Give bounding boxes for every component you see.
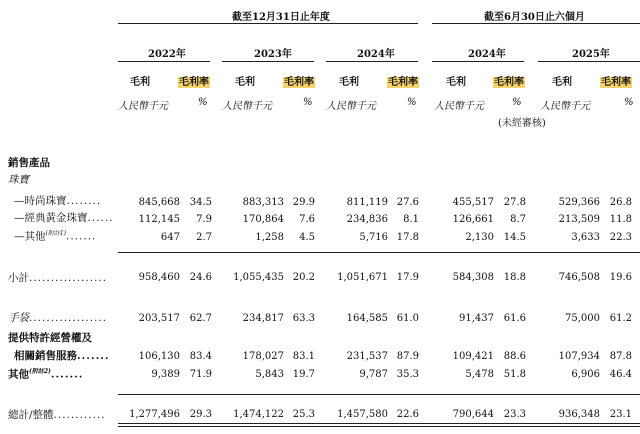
row-label-subtotal: 小計.................. bbox=[8, 272, 108, 284]
margin-highlight: 毛利率 bbox=[284, 77, 314, 88]
cell-fashion-amount-2: 811,119 bbox=[346, 197, 388, 208]
unit-amount-2024-h1: 人民幣千元 bbox=[434, 101, 484, 112]
group-header-annual: 截至12月31日止年度 bbox=[232, 12, 330, 23]
unit-pct-2023: % bbox=[303, 97, 313, 108]
row-label-franchise: 相關銷售服務....... bbox=[14, 350, 110, 362]
cell-others2-amount-2: 9,787 bbox=[359, 369, 388, 380]
col-gross-profit-2025-h1: 毛利 bbox=[552, 77, 572, 88]
cell-others1-margin-3: 14.5 bbox=[503, 232, 526, 243]
col-margin-2023 bbox=[283, 73, 315, 88]
year-rule-2025-h1 bbox=[538, 61, 640, 62]
cell-subtotal-amount-2: 1,051,671 bbox=[337, 272, 388, 283]
cell-total-amount-4: 936,348 bbox=[558, 409, 600, 420]
section-products: 銷售產品 bbox=[8, 157, 50, 169]
year-header-2025-h1: 2025年 bbox=[572, 49, 610, 60]
cell-others2-margin-0: 71.9 bbox=[189, 369, 212, 380]
cell-others1-amount-4: 3,633 bbox=[571, 232, 600, 243]
cell-franchise-amount-3: 109,421 bbox=[452, 351, 494, 362]
row-label-others1: —其他$^{(附註1)}$....... bbox=[14, 230, 97, 243]
cell-franchise-margin-3: 88.6 bbox=[503, 351, 526, 362]
group-rule-six-months bbox=[432, 23, 640, 24]
col-gross-profit-2024-h1: 毛利 bbox=[446, 77, 466, 88]
cell-subtotal-amount-4: 746,508 bbox=[558, 272, 600, 283]
group-header-six-months: 截至6月30日止六個月 bbox=[484, 12, 585, 23]
year-rule-2024-h1 bbox=[432, 61, 524, 62]
group-rule-annual bbox=[118, 23, 418, 24]
col-margin-2024 bbox=[387, 73, 419, 88]
cell-total-amount-1: 1,474,122 bbox=[233, 409, 284, 420]
unit-amount-2025-h1: 人民幣千元 bbox=[540, 101, 590, 112]
cell-classic-margin-2: 8.1 bbox=[403, 214, 419, 225]
unit-amount-2023: 人民幣千元 bbox=[222, 101, 272, 112]
cell-handbags-margin-4: 61.2 bbox=[609, 313, 632, 324]
margin-highlight: 毛利率 bbox=[494, 77, 524, 88]
margin-highlight: 毛利率 bbox=[388, 77, 418, 88]
row-label-others2: 其他$^{(附註2)}$....... bbox=[8, 368, 84, 381]
cell-handbags-amount-2: 164,585 bbox=[346, 313, 388, 324]
cell-total-margin-1: 25.3 bbox=[292, 409, 315, 420]
cell-franchise-amount-4: 107,934 bbox=[558, 351, 600, 362]
margin-highlight: 毛利率 bbox=[601, 77, 631, 88]
cell-subtotal-margin-4: 19.6 bbox=[609, 272, 632, 283]
cell-fashion-amount-4: 529,366 bbox=[558, 197, 600, 208]
total-rule-bottom-2 bbox=[118, 426, 640, 427]
cell-others1-amount-0: 647 bbox=[160, 232, 180, 243]
cell-others1-amount-1: 1,258 bbox=[255, 232, 284, 243]
section-jewelry: 珠寶 bbox=[8, 174, 29, 186]
cell-handbags-amount-1: 234,817 bbox=[242, 313, 284, 324]
cell-subtotal-amount-1: 1,055,435 bbox=[233, 272, 284, 283]
unit-pct-2025-h1: % bbox=[624, 97, 634, 108]
total-rule-top bbox=[118, 394, 640, 395]
cell-handbags-margin-3: 61.6 bbox=[503, 313, 526, 324]
cell-others2-amount-1: 5,843 bbox=[255, 369, 284, 380]
col-margin-2024-h1 bbox=[493, 73, 525, 88]
row-label-classic: —經典黃金珠寶...... bbox=[14, 212, 114, 224]
year-rule-2024 bbox=[326, 61, 418, 62]
year-rule-2023 bbox=[222, 61, 314, 62]
cell-classic-margin-1: 7.6 bbox=[299, 214, 315, 225]
row-label-total: 總計/整體............ bbox=[8, 409, 106, 421]
cell-handbags-amount-4: 75,000 bbox=[565, 313, 600, 324]
year-header-2024-h1: 2024年 bbox=[468, 49, 506, 60]
cell-others2-margin-3: 51.8 bbox=[503, 369, 526, 380]
cell-franchise-margin-0: 83.4 bbox=[189, 351, 212, 362]
cell-fashion-margin-4: 26.8 bbox=[609, 197, 632, 208]
cell-franchise-amount-1: 178,027 bbox=[242, 351, 284, 362]
cell-handbags-margin-2: 61.0 bbox=[396, 313, 419, 324]
year-header-2022: 2022年 bbox=[148, 49, 186, 60]
cell-subtotal-margin-1: 20.2 bbox=[292, 272, 315, 283]
cell-others1-margin-0: 2.7 bbox=[196, 232, 212, 243]
cell-others1-margin-4: 22.3 bbox=[609, 232, 632, 243]
year-rule-2022 bbox=[118, 61, 210, 62]
col-gross-profit-2022: 毛利 bbox=[130, 77, 150, 88]
cell-total-margin-4: 23.1 bbox=[609, 409, 632, 420]
cell-total-amount-3: 790,644 bbox=[452, 409, 494, 420]
cell-handbags-margin-1: 63.3 bbox=[292, 313, 315, 324]
cell-franchise-amount-0: 106,130 bbox=[138, 351, 180, 362]
cell-subtotal-margin-0: 24.6 bbox=[189, 272, 212, 283]
unit-pct-2024: % bbox=[407, 97, 417, 108]
cell-subtotal-margin-2: 17.9 bbox=[396, 272, 419, 283]
row-label-handbags: 手袋.................. bbox=[8, 312, 108, 324]
cell-others2-margin-1: 19.7 bbox=[292, 369, 315, 380]
total-rule-bottom-1 bbox=[118, 423, 640, 424]
row-label-fashion: —時尚珠寶........ bbox=[14, 195, 102, 207]
cell-total-amount-2: 1,457,580 bbox=[337, 409, 388, 420]
cell-franchise-margin-1: 83.1 bbox=[292, 351, 315, 362]
col-gross-profit-2023: 毛利 bbox=[235, 77, 255, 88]
unaudited-note: (未經審核) bbox=[498, 118, 546, 129]
year-header-2023: 2023年 bbox=[254, 49, 292, 60]
cell-others1-margin-2: 17.8 bbox=[396, 232, 419, 243]
unit-pct-2024-h1: % bbox=[512, 97, 522, 108]
cell-others2-amount-0: 9,389 bbox=[151, 369, 180, 380]
cell-classic-amount-1: 170,864 bbox=[242, 214, 284, 225]
cell-handbags-margin-0: 62.7 bbox=[189, 313, 212, 324]
cell-others1-amount-3: 2,130 bbox=[465, 232, 494, 243]
col-gross-profit-2024: 毛利 bbox=[339, 77, 359, 88]
row-label-franchise-line1: 提供特許經營權及 bbox=[8, 332, 92, 344]
cell-fashion-margin-3: 27.8 bbox=[503, 197, 526, 208]
cell-franchise-margin-4: 87.8 bbox=[609, 351, 632, 362]
unit-amount-2024: 人民幣千元 bbox=[326, 101, 376, 112]
cell-fashion-margin-0: 34.5 bbox=[189, 197, 212, 208]
cell-others2-amount-4: 6,906 bbox=[571, 369, 600, 380]
cell-handbags-amount-3: 91,437 bbox=[459, 313, 494, 324]
cell-fashion-amount-3: 455,517 bbox=[452, 197, 494, 208]
cell-total-amount-0: 1,277,496 bbox=[129, 409, 180, 420]
cell-others1-amount-2: 5,716 bbox=[359, 232, 388, 243]
cell-franchise-amount-2: 231,537 bbox=[346, 351, 388, 362]
cell-others1-margin-1: 4.5 bbox=[299, 232, 315, 243]
cell-subtotal-amount-0: 958,460 bbox=[138, 272, 180, 283]
cell-subtotal-amount-3: 584,308 bbox=[452, 272, 494, 283]
cell-classic-amount-0: 112,145 bbox=[138, 214, 180, 225]
cell-handbags-amount-0: 203,517 bbox=[138, 313, 180, 324]
cell-fashion-amount-1: 883,313 bbox=[242, 197, 284, 208]
unit-pct-2022: % bbox=[198, 97, 208, 108]
cell-classic-margin-4: 11.8 bbox=[609, 214, 632, 225]
cell-fashion-margin-2: 27.6 bbox=[396, 197, 419, 208]
col-margin-2025-h1 bbox=[600, 73, 632, 88]
unit-amount-2022: 人民幣千元 bbox=[118, 101, 168, 112]
cell-classic-amount-3: 126,661 bbox=[452, 214, 494, 225]
cell-subtotal-margin-3: 18.8 bbox=[503, 272, 526, 283]
margin-highlight: 毛利率 bbox=[179, 77, 209, 88]
year-header-2024: 2024年 bbox=[357, 49, 395, 60]
cell-others2-margin-4: 46.4 bbox=[609, 369, 632, 380]
subtotal-rule bbox=[118, 252, 640, 253]
cell-total-margin-3: 23.3 bbox=[503, 409, 526, 420]
cell-others2-amount-3: 5,478 bbox=[465, 369, 494, 380]
cell-fashion-margin-1: 29.9 bbox=[292, 197, 315, 208]
cell-fashion-amount-0: 845,668 bbox=[138, 197, 180, 208]
cell-classic-margin-0: 7.9 bbox=[196, 214, 212, 225]
col-margin-2022 bbox=[178, 73, 210, 88]
cell-total-margin-0: 29.3 bbox=[189, 409, 212, 420]
cell-classic-amount-2: 234,836 bbox=[346, 214, 388, 225]
cell-franchise-margin-2: 87.9 bbox=[396, 351, 419, 362]
cell-classic-amount-4: 213,509 bbox=[558, 214, 600, 225]
cell-others2-margin-2: 35.3 bbox=[396, 369, 419, 380]
cell-classic-margin-3: 8.7 bbox=[510, 214, 526, 225]
cell-total-margin-2: 22.6 bbox=[396, 409, 419, 420]
